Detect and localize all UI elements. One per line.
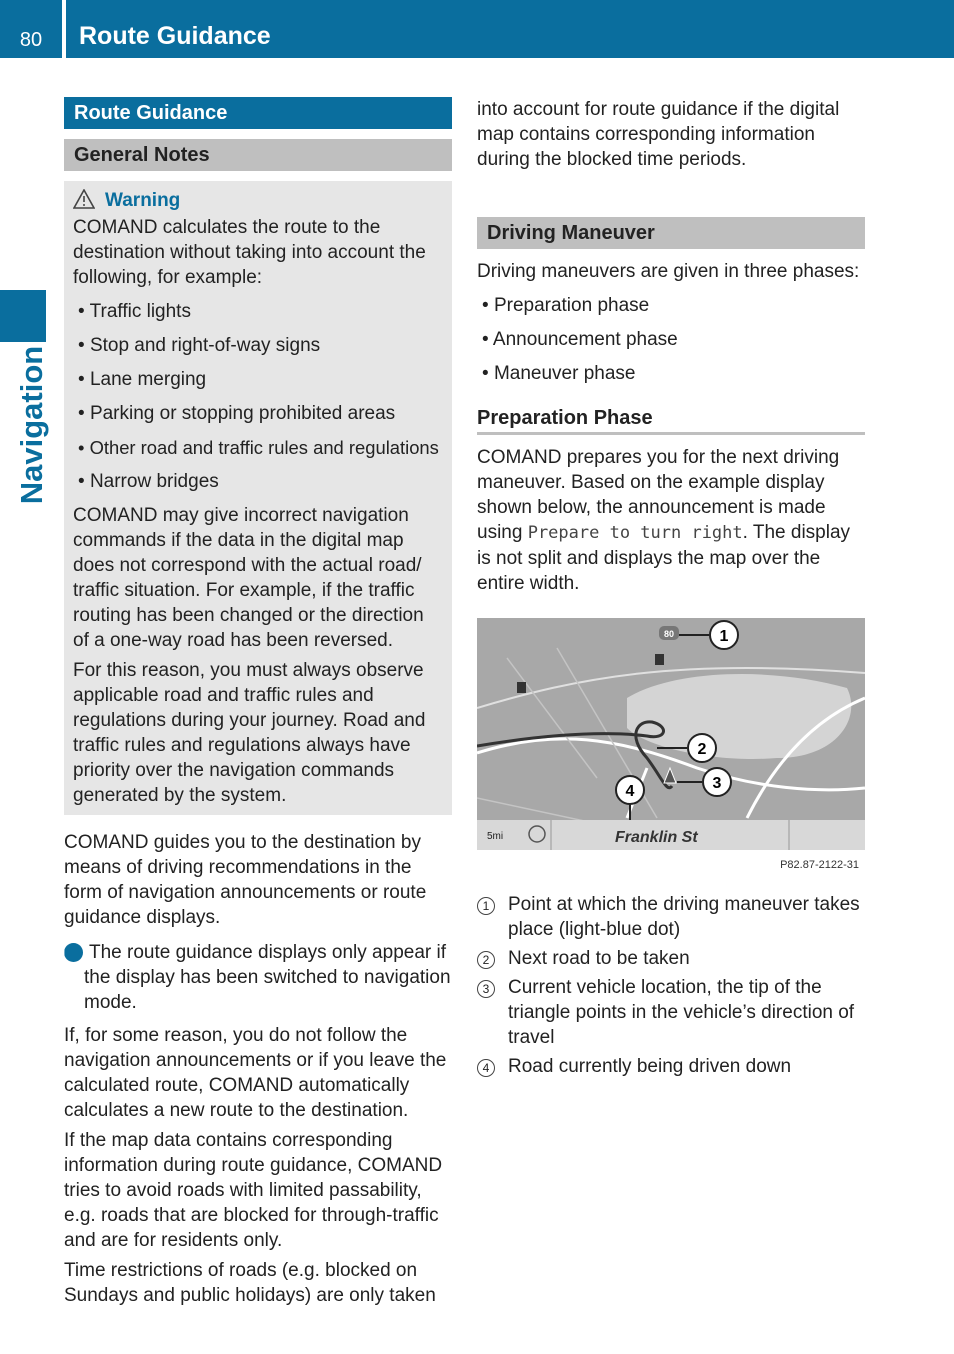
warning-bullet: • Other road and traffic rules and regulations [78, 437, 439, 458]
section-heading-route-guidance: Route Guidance [64, 97, 452, 129]
right-column [477, 97, 865, 1083]
callout-1-label: 1 [719, 628, 729, 645]
body-paragraph: If the map data contains corresponding information during route guidance, COMAND tries to avoid roads with limited passability, e.g. roads that are blocked for through-traffic and are for residents only. [64, 1130, 443, 1251]
route-shield-label: 80 [663, 629, 675, 639]
section-heading-driving-maneuver: Driving Maneuver [477, 217, 865, 249]
warning-box [64, 181, 452, 815]
warning-header [73, 187, 443, 215]
warning-bullet: • Traffic lights [78, 301, 191, 322]
body-paragraph: If, for some reason, you do not follow the navigation announcements or if you leave the calculated route, COMAND automatically calculates a new route to the destination. [64, 1025, 447, 1121]
warning-paragraph: COMAND may give incorrect navigation commands if the data in the digital map does not correspond with the actual road/ traffic situation. For example, if the traffic routing has been changed or the direction of a one-way road has been reversed. [73, 505, 424, 651]
info-icon: i [64, 943, 83, 962]
header-title: Route Guidance [79, 22, 271, 50]
announcement-text: Prepare to turn right [527, 523, 743, 543]
phases-intro: Driving maneuvers are given in three phases: [477, 261, 860, 282]
map-display [477, 618, 865, 876]
legend-item: 1 Point at which the driving maneuver takes place (light-blue dot) [477, 892, 865, 942]
warning-paragraph: For this reason, you must always observe applicable road and traffic rules and regulations during your journey. Road and traffic rules and regulations always have priority over the navigation commands generated by the system. [73, 660, 426, 806]
map-street-name: Franklin St [615, 829, 698, 846]
side-tab-label: Navigation [14, 345, 49, 505]
warning-intro: COMAND calculates the route to the destination without taking into account the following, for example: [73, 217, 426, 288]
subsection-heading-general-notes: General Notes [64, 139, 452, 171]
side-tab [0, 290, 46, 342]
left-column [61, 97, 452, 1313]
warning-triangle-icon [73, 189, 95, 209]
map-scale: 5mi [487, 831, 504, 842]
body-paragraph: Time restrictions of roads (e.g. blocked on Sundays and public holidays) are only taken [64, 1260, 436, 1306]
legend-item: 2 Next road to be taken [477, 946, 865, 971]
warning-title: Warning [105, 190, 181, 211]
callout-4-label: 4 [625, 783, 635, 800]
info-note: i The route guidance displays only appear if the display has been switched to navigation mode. [61, 942, 451, 1013]
fuel-station-icon [517, 682, 526, 693]
warning-bullet: • Stop and right-of-way signs [78, 335, 321, 356]
phase-bullet: • Preparation phase [482, 295, 650, 316]
body-paragraph: COMAND guides you to the destination by means of driving recommendations in the form of navigation announcements or route guidance displays. [64, 832, 427, 928]
map-figure [477, 618, 865, 876]
phase-bullet: • Announcement phase [482, 329, 678, 350]
preparation-paragraph: COMAND prepares you for the next driving maneuver. Based on the example display shown below, the announcement is made using Prepare to turn right. The display is not split and displays the map over the entire width. [477, 447, 851, 594]
legend-item: 3 Current vehicle location, the tip of the triangle points in the vehicle’s direction of travel [477, 975, 865, 1050]
callout-2-label: 2 [697, 741, 707, 758]
callout-3-label: 3 [712, 775, 722, 792]
legend-item: 4 Road currently being driven down [477, 1054, 865, 1079]
fuel-station-icon [655, 654, 664, 665]
warning-bullet: • Narrow bridges [78, 471, 219, 492]
warning-bullet: • Lane merging [78, 369, 207, 390]
figure-code: P82.87-2122-31 [780, 859, 859, 871]
page-header [0, 0, 954, 58]
body-paragraph: into account for route guidance if the digital map contains corresponding information during the blocked time periods. [477, 99, 840, 170]
subheading-preparation-phase: Preparation Phase [477, 406, 865, 435]
warning-bullet: • Parking or stopping prohibited areas [78, 403, 396, 424]
header-divider [62, 0, 66, 58]
legend-list [477, 892, 865, 1079]
phase-bullet: • Maneuver phase [482, 363, 636, 384]
page-number: 80 [19, 29, 43, 51]
